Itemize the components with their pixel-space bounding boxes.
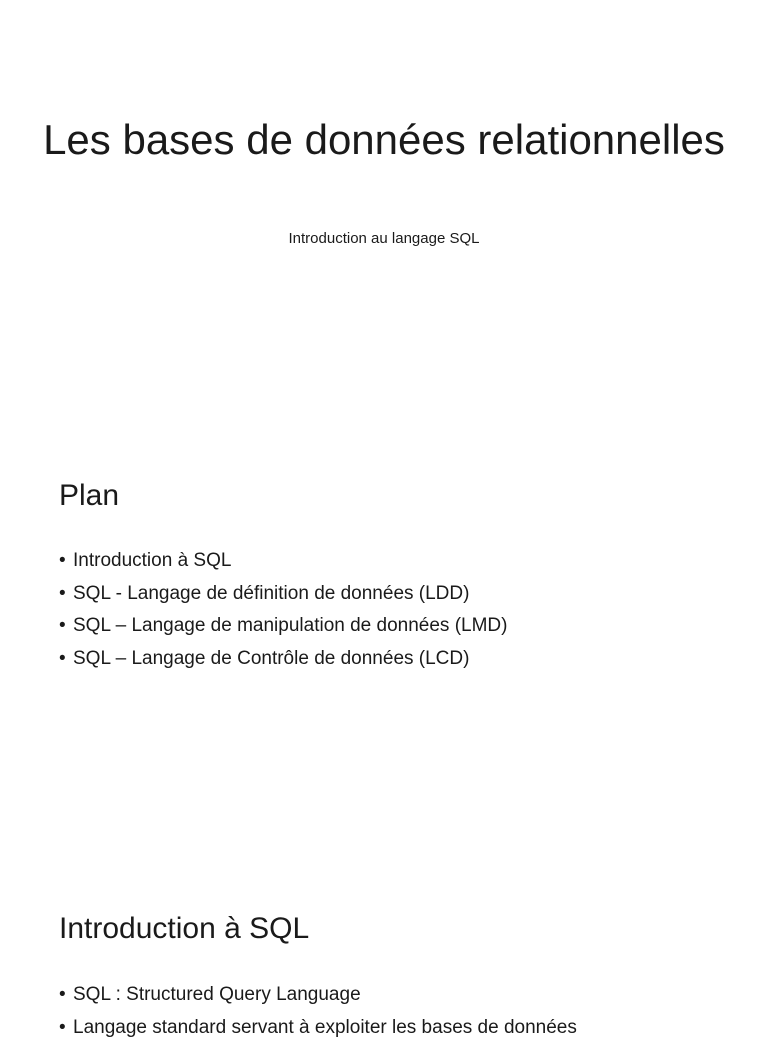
bullet-item bbox=[59, 578, 507, 611]
bullet-text: SQL – Langage de Contrôle de données (LCD) bbox=[73, 648, 469, 669]
bullet-item bbox=[59, 1012, 577, 1044]
bullet-text: SQL - Langage de définition de données (LDD) bbox=[73, 583, 469, 604]
bullet-item bbox=[59, 545, 507, 578]
bullet-item bbox=[59, 643, 507, 676]
slide-title: Plan bbox=[59, 478, 119, 514]
presentation-title: Les bases de données relationnelles bbox=[0, 115, 768, 165]
bullet-icon: • bbox=[59, 545, 66, 578]
bullet-text: Langage standard servant à exploiter les bases de données bbox=[73, 1017, 577, 1038]
plan-slide bbox=[0, 432, 768, 864]
bullet-icon: • bbox=[59, 979, 66, 1012]
slide-title: Introduction à SQL bbox=[59, 911, 309, 947]
presentation-subtitle: Introduction au langage SQL bbox=[0, 229, 768, 249]
bullet-item bbox=[59, 979, 577, 1012]
bullet-icon: • bbox=[59, 578, 66, 611]
bullet-icon: • bbox=[59, 610, 66, 643]
bullet-text: SQL – Langage de manipulation de données (LMD) bbox=[73, 615, 507, 636]
bullet-icon: • bbox=[59, 1012, 66, 1044]
bullet-item bbox=[59, 610, 507, 643]
bullet-list bbox=[59, 979, 577, 1044]
intro-sql-slide bbox=[0, 864, 768, 1024]
title-slide bbox=[0, 0, 768, 432]
bullet-icon: • bbox=[59, 643, 66, 676]
bullet-list bbox=[59, 545, 507, 675]
bullet-text: Introduction à SQL bbox=[73, 550, 231, 571]
bullet-text: SQL : Structured Query Language bbox=[73, 984, 361, 1005]
